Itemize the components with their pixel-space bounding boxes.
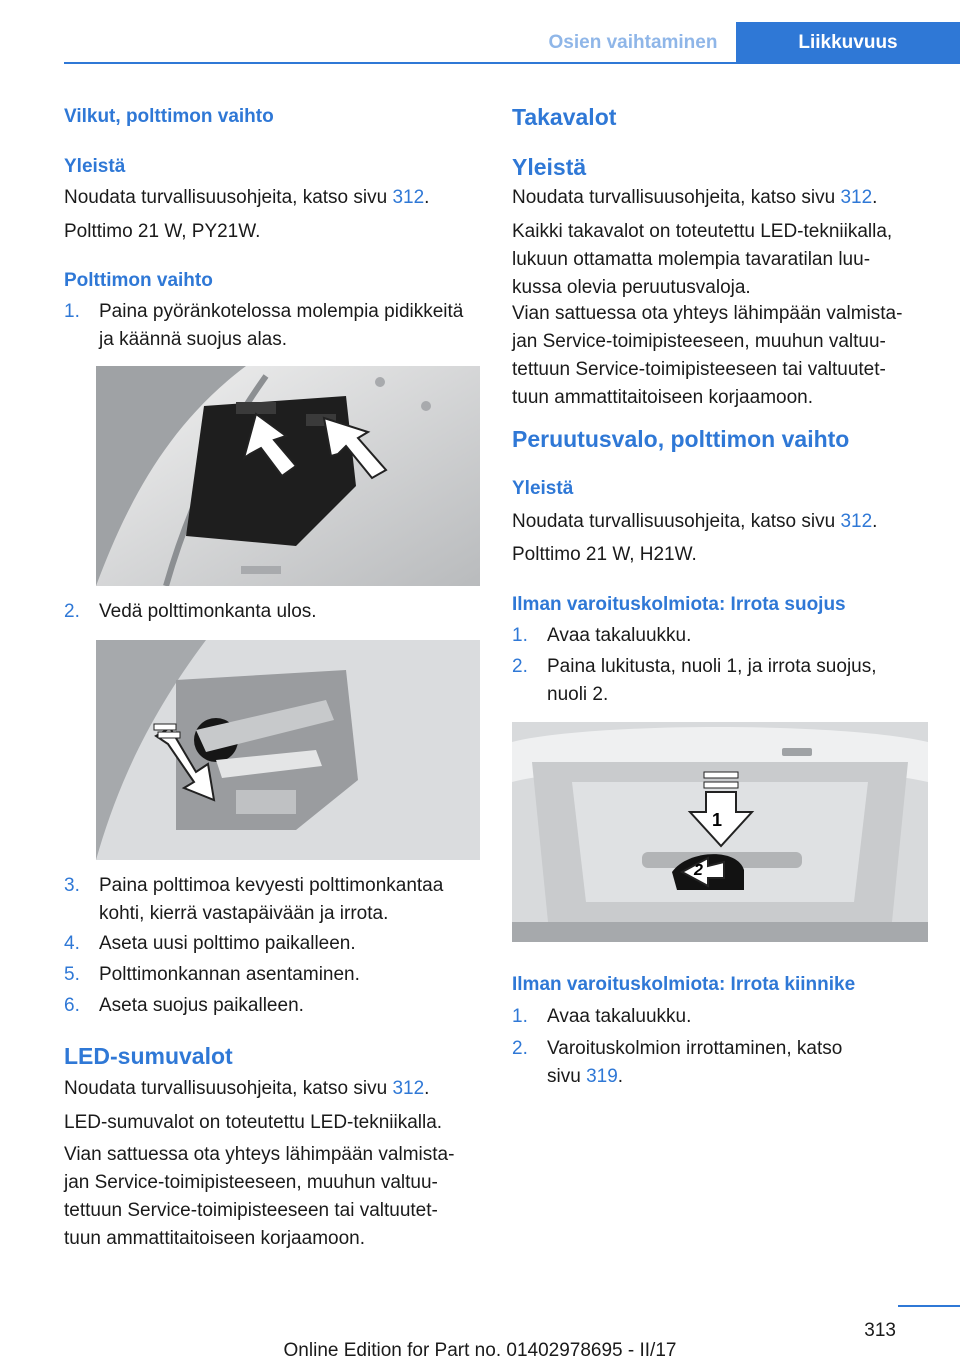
page-link-312[interactable]: 312 [392,187,425,208]
header-section: Osien vaihtaminen [548,32,718,53]
fog-service-text: Vian sattuessa ota yhteys lähimpään valmista- jan Service-toimipisteeseen, muuhun valtuu- tettuun Service-toimipisteeseen tai valtuutet- tuun ammattitaitoiseen korjaamoon. [64,1144,455,1249]
clip-step-1: 1. Avaa takaluukku. [512,1006,692,1027]
left-general-heading: Yleistä [64,156,126,177]
header-chapter-tab: Liikkuvuus [736,22,960,64]
left-step-5: 5. Polttimonkannan asentaminen. [64,964,360,985]
reverse-general-heading: Yleistä [512,478,574,499]
right-safety-text: Noudata turvallisuusohjeita, katso sivu 312. [512,187,878,208]
left-step-3: 3. Paina polttimoa kevyesti polttimonkantaa kohti, kierrä vastapäivään ja irrota. [64,875,444,924]
left-step-6: 6. Aseta suojus paikalleen. [64,995,304,1016]
page-link-312[interactable]: 312 [840,511,873,532]
left-step-2: 2. Vedä polttimonkanta ulos. [64,601,317,622]
header-rule [64,62,960,64]
photo-bulb-socket [96,640,480,860]
left-step-1: 1. Paina pyöränkotelossa molempia pidikkeitä ja käännä suojus alas. [64,301,464,350]
right-general-heading: Yleistä [512,154,587,180]
right-service-text: Vian sattuessa ota yhteys lähimpään valmista- jan Service-toimipisteeseen, muuhun valtuu- tettuun Service-toimipisteeseen tai valtuutet- tuun ammattitaitoiseen korjaamoon. [512,303,903,408]
reverse-safety-text: Noudata turvallisuusohjeita, katso sivu 312. [512,511,878,532]
page-link-312[interactable]: 312 [840,187,873,208]
page-number: 313 [864,1320,896,1341]
clip-heading: Ilman varoituskolmiota: Irrota kiinnike [512,974,856,995]
edition-note: Online Edition for Part no. 01402978695 - II/17 [283,1340,677,1361]
page-link-312[interactable]: 312 [392,1078,425,1099]
figure-label-2: 2 [694,862,703,879]
footer-rule [898,1305,960,1307]
cover-step-1: 1. Avaa takaluukku. [512,625,692,646]
right-title: Takavalot [512,104,617,130]
page-link-319[interactable]: 319 [586,1066,618,1087]
photo-trunk-lid [512,722,928,942]
reverse-bulb-text: Polttimo 21 W, H21W. [512,544,697,565]
cover-step-2: 2. Paina lukitusta, nuoli 1, ja irrota suojus, nuoli 2. [512,656,877,705]
left-step-4: 4. Aseta uusi polttimo paikalleen. [64,933,356,954]
right-led-text: Kaikki takavalot on toteutettu LED-tekniikalla, lukuun ottamatta molempia tavaratilan luu- kussa olevia peruutusvaloja. [512,221,893,298]
fog-led-text: LED-sumuvalot on toteutettu LED-tekniikalla. [64,1112,443,1133]
left-replace-heading: Polttimon vaihto [64,270,213,291]
fog-safety-text: Noudata turvallisuusohjeita, katso sivu 312. [64,1078,430,1099]
clip-step-2: 2. Varoituskolmion irrottaminen, katso sivu 319. [512,1038,843,1087]
left-safety-text: Noudata turvallisuusohjeita, katso sivu 312. [64,187,430,208]
left-title: Vilkut, polttimon vaihto [64,106,274,127]
photo-wheel-arch-cover [96,366,480,586]
left-bulb-text: Polttimo 21 W, PY21W. [64,221,261,242]
reverse-title: Peruutusvalo, polttimon vaihto [512,426,850,452]
cover-heading: Ilman varoituskolmiota: Irrota suojus [512,594,846,615]
figure-label-1: 1 [712,810,723,830]
fog-title: LED-sumuvalot [64,1043,233,1069]
